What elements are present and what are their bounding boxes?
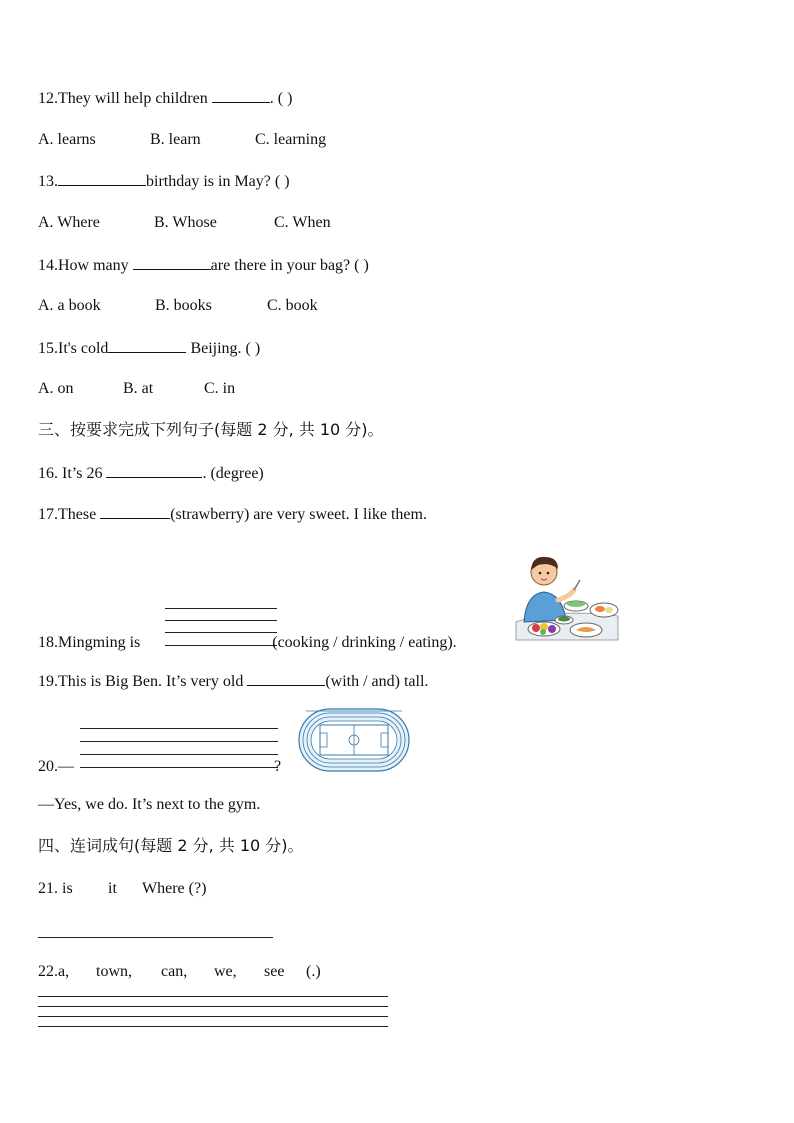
question-14: 14.How many are there in your bag? ( ) [38,257,369,274]
option-a[interactable]: A. on [38,380,74,397]
boy-eating-icon [514,550,622,642]
word-tile: Where (?) [142,880,207,897]
option-c[interactable]: C. When [274,214,331,231]
question-15: 15.It's cold Beijing. ( ) [38,340,261,357]
option-a[interactable]: A. Where [38,214,100,231]
answer-blank[interactable] [106,463,202,478]
answer-line[interactable] [80,741,278,742]
word-tile: can, [161,963,188,980]
answer-blank[interactable] [100,504,170,519]
option-a[interactable]: A. learns [38,131,96,148]
question-13: 13. birthday is in May? ( ) [38,173,290,190]
answer-blank[interactable] [212,88,270,103]
question-17: 17.These (strawberry) are very sweet. I like them. [38,506,427,523]
answer-blank[interactable] [133,255,211,270]
answer-blank[interactable] [247,671,325,686]
question-12: 12.They will help children . ( ) [38,90,293,107]
question-14-options [38,296,318,316]
question-16: 16. It’s 26 . (degree) [38,465,264,482]
answer-blank[interactable] [108,338,186,353]
answer-line[interactable] [165,620,277,621]
section-3-heading: 三、按要求完成下列句子(每题 2 分, 共 10 分)。 [38,420,384,439]
answer-line[interactable] [80,754,278,755]
option-c[interactable]: C. in [204,380,236,397]
answer-line[interactable] [165,608,277,609]
answer-line[interactable] [38,1016,388,1017]
question-12-options [38,130,326,150]
question-18: 18.Mingming is (cooking / drinking / eating). [38,634,457,651]
word-tile: town, [96,963,132,980]
question-20-answer: —Yes, we do. It’s next to the gym. [38,796,261,813]
answer-line[interactable] [80,728,278,729]
answer-line[interactable] [38,1006,388,1007]
option-b[interactable]: B. books [155,297,212,314]
stadium-icon [298,708,410,772]
option-b[interactable]: B. at [123,380,154,397]
word-tile: see [264,963,285,980]
option-c[interactable]: C. book [267,297,318,314]
question-13-options [38,213,331,233]
option-b[interactable]: B. Whose [154,214,217,231]
question-20: 20.— ? [38,758,282,775]
question-21 [38,879,206,899]
answer-blank[interactable] [58,171,146,186]
question-19: 19.This is Big Ben. It’s very old (with / and) tall. [38,673,429,690]
word-tile: (.) [306,963,321,980]
answer-line[interactable] [38,937,273,938]
word-tile: 22.a, [38,963,70,980]
answer-line[interactable] [38,996,388,997]
option-c[interactable]: C. learning [255,131,327,148]
section-4-heading: 四、连词成句(每题 2 分, 共 10 分)。 [38,836,304,855]
option-b[interactable]: B. learn [150,131,201,148]
option-a[interactable]: A. a book [38,297,101,314]
word-tile: 21. is [38,880,73,897]
word-tile: it [108,880,117,897]
question-15-options [38,379,235,399]
answer-line[interactable] [38,1026,388,1027]
question-22 [38,962,321,982]
word-tile: we, [214,963,237,980]
